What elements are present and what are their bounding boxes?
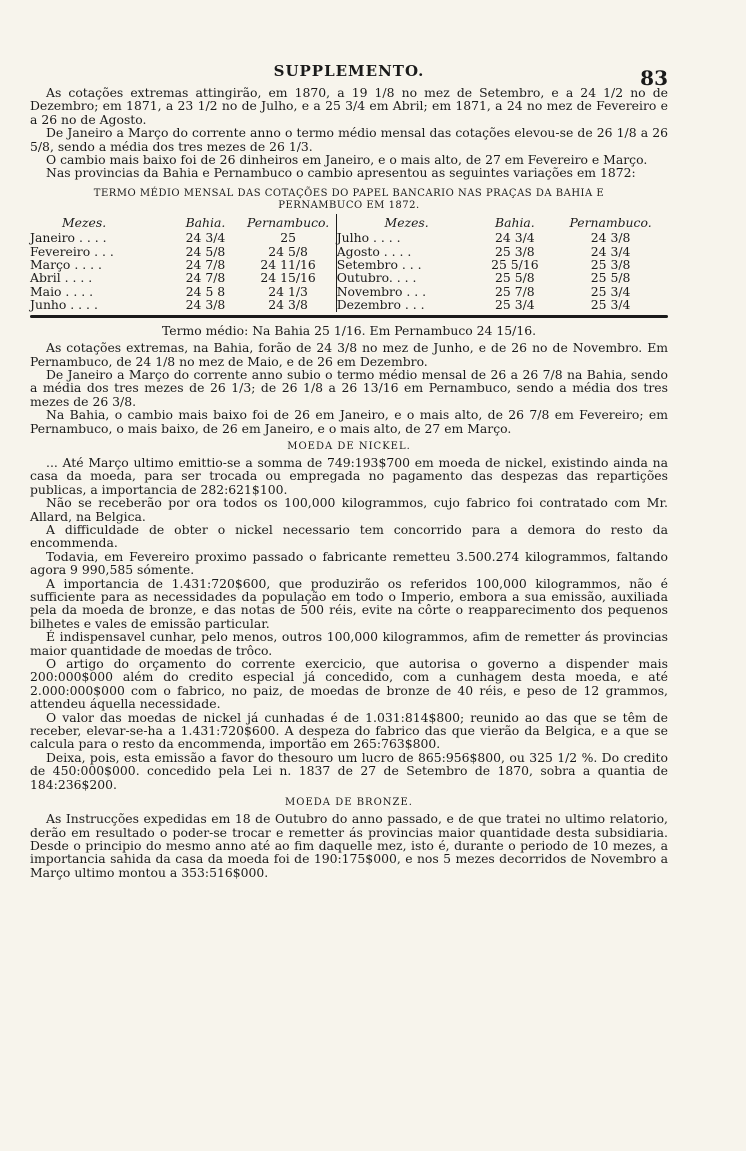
bahia-cell: 25 5/16 [491,257,539,273]
paragraph: É indispensavel cunhar, pelo menos, outros 100,000 kilogrammos, afim de remetter ás provincias maior quantidade de moedas de trôco. [30,629,668,658]
exchange-rate-table [30,214,668,312]
col-header-meses: Mezes. [62,214,107,230]
month-cell: Março . . . . [30,257,102,273]
paragraph: O artigo do orçamento do corrente exercicio, que autorisa o governo a dispender mais 200:000$000 além do credito especial já concedido, com a cunhagem desta moeda, e até 2.000:000$000 com o fabrico, no paiz, de moedas de bronze de 40 réis, e peso de 12 grammos, attendeu áquella necessidade. [30,656,668,712]
table-row [30,231,668,244]
paragraph: Não se receberão por ora todos os 100,000 kilogrammos, cujo fabrico foi contratado com Mr. Allard, na Belgica. [30,495,668,524]
table-row [30,271,668,284]
pernambuco-cell: 24 11/16 [260,257,316,273]
bahia-cell: 24 3/4 [495,230,535,246]
col-header-bahia: Bahia. [494,214,535,230]
paragraph: O cambio mais baixo foi de 26 dinheiros em Janeiro, e o mais alto, de 27 em Fevereiro e Março. [46,152,648,168]
running-title: SUPPLEMENTO. [273,62,425,80]
bahia-cell: 24 3/4 [185,230,226,246]
paragraph: As Instrucções expedidas em 18 de Outubro do anno passado, e de que tratei no ultimo relatorio, derão em resultado o poder-se trocar e remetter ás provincias maior quantidade desta subsidiaria. Desde o principio do mesmo anno até ao fim daquelle mez, isto é, durante o periodo de 10 mezes, a importancia sahida da casa da moeda foi de 190:175$000, e nos 5 mezes decorridos de Novembro a Março ultimo montou a 353:516$000. [30,811,668,880]
page-number: 83 [640,66,668,90]
paragraph: Nas provincias da Bahia e Pernambuco o cambio apresentou as seguintes variações em 1872: [46,165,636,181]
document-page [30,56,668,879]
month-cell: Janeiro . . . . [30,230,107,246]
paragraph: Deixa, pois, esta emissão a favor do thesouro um lucro de 865:956$800, ou 325 1/2 %. Do credito de 450:000$000. concedido pela Lei n. 1837 de 27 de Setembro de 1870, sobra a quantia de 184:236$200. [30,749,668,792]
pernambuco-cell: 25 3/4 [590,297,631,313]
table-bottom-rule [30,315,668,318]
bahia-cell: 25 3/4 [495,297,535,313]
month-cell: Novembro . . . [336,285,476,298]
paragraph: Na Bahia, o cambio mais baixo foi de 26 em Janeiro, e o mais alto, de 26 7/8 em Fevereiro; em Pernambuco, o mais baixo, de 26 em Janeiro, e o mais alto, de 27 em Março. [30,407,668,436]
table-row [30,258,668,271]
pernambuco-cell: 25 3/4 [590,283,631,299]
month-cell: Abril . . . . [30,270,93,286]
paragraph: ... Até Março ultimo emittio-se a somma de 749:193$700 em moeda de nickel, existindo ainda na casa da moeda, para ser trocada ou empregada no pagamento das despezas das repartições publicas, a importancia de 282:621$100. [30,454,668,497]
paragraph: Todavia, em Fevereiro proximo passado o fabricante remetteu 3.500.274 kilogrammos, faltando agora 9 990,585 sómente. [30,548,668,578]
month-cell: Julho . . . . [336,231,476,244]
section-heading-bronze: MOEDA DE BRONZE. [285,797,413,809]
table-caption [34,188,664,212]
bahia-cell: 25 3/8 [495,243,535,259]
paragraph: A difficuldade de obter o nickel necessario tem concorrido para a demora do resto da encommenda. [30,521,668,551]
bahia-cell: 25 5/8 [495,270,535,286]
pernambuco-cell: 24 3/8 [590,230,631,246]
col-header-pernambuco: Pernambuco. [247,214,330,230]
col-header-meses: Mezes. [336,214,476,231]
month-cell: Outubro. . . . [336,271,476,284]
bahia-cell: 24 5 8 [185,283,226,299]
month-cell: Fevereiro . . . [30,243,114,259]
col-header-bahia: Bahia. [185,214,226,230]
pernambuco-cell: 24 3/8 [268,297,308,313]
table-caption-line: TERMO MÉDIO MENSAL DAS COTAÇÕES DO PAPEL BANCARIO NAS PRAÇAS DA BAHIA E [93,187,605,199]
paragraph: As cotações extremas attingirão, em 1870, a 19 1/8 no mez de Setembro, e a 24 1/2 no de Dezembro; em 1871, a 23 1/2 no de Julho, e a 25 3/4 em Abril; em 1871, a 24 no mez de Fevereiro e a 26 no de Agosto. [30,85,668,127]
month-cell: Maio . . . . [30,283,94,299]
bahia-cell: 24 7/8 [185,270,226,286]
pernambuco-cell: 24 3/4 [590,243,631,259]
bahia-cell: 24 3/8 [185,297,226,313]
table-row [30,285,668,298]
table-row [30,245,668,258]
table-caption-line: PERNAMBUCO EM 1872. [278,199,420,211]
table-header-row [30,214,668,231]
month-cell: Agosto . . . . [336,245,476,258]
bahia-cell: 24 5/8 [185,243,226,259]
paragraph: De Janeiro a Março do corrente anno o termo médio mensal das cotações elevou-se de 26 1/8 a 26 5/8, sendo a média dos tres mezes de 26 1/3. [30,125,668,154]
month-cell: Setembro . . . [336,258,476,271]
paragraph: De Janeiro a Março do corrente anno subio o termo médio mensal de 26 a 26 7/8 na Bahia, sendo a média dos tres mezes de 26 1/3; de 26 1/8 a 26 13/16 em Pernambuco, sendo a média dos tres mezes de 26 3/8. [30,366,668,409]
termo-medio: Termo médio: Na Bahia 25 1/16. Em Pernambuco 24 15/16. [161,322,537,338]
pernambuco-cell: 25 3/8 [590,257,631,273]
pernambuco-cell: 25 5/8 [590,270,631,286]
paragraph: A importancia de 1.431:720$600, que produzirão os referidos 100,000 kilogrammos, não é sufficiente para as necessidades da população em todo o Imperio, embora a sua emissão, auxiliada pela da moeda de bronze, e das notas de 500 réis, evite na côrte o reapparecimento dos pequenos bilhetes e vales de emissão particular. [30,575,668,631]
paragraph: O valor das moedas de nickel já cunhadas é de 1.031:814$800; reunido ao das que se têm de receber, elevar-se-ha a 1.431:720$600. A despeza do fabrico das que vierão da Belgica, e a que se calcula para o resto da encommenda, importão em 265:763$800. [30,709,668,752]
pernambuco-cell: 24 5/8 [268,243,308,259]
table-row [30,298,668,311]
pernambuco-cell: 24 1/3 [268,283,308,299]
col-header-pernambuco: Pernambuco. [569,214,652,230]
page-header [30,56,668,90]
month-cell: Junho . . . . [30,297,98,313]
section-heading-nickel: MOEDA DE NICKEL. [287,440,411,452]
paragraph: As cotações extremas, na Bahia, forão de 24 3/8 no mez de Junho, e de 26 no de Novembro. Em Pernambuco, de 24 1/8 no mez de Maio, e de 26 em Dezembro. [30,340,668,369]
pernambuco-cell: 25 [280,230,297,246]
pernambuco-cell: 24 15/16 [260,270,316,286]
bahia-cell: 25 7/8 [495,283,535,299]
month-cell: Dezembro . . . [336,298,476,311]
bahia-cell: 24 7/8 [185,257,226,273]
